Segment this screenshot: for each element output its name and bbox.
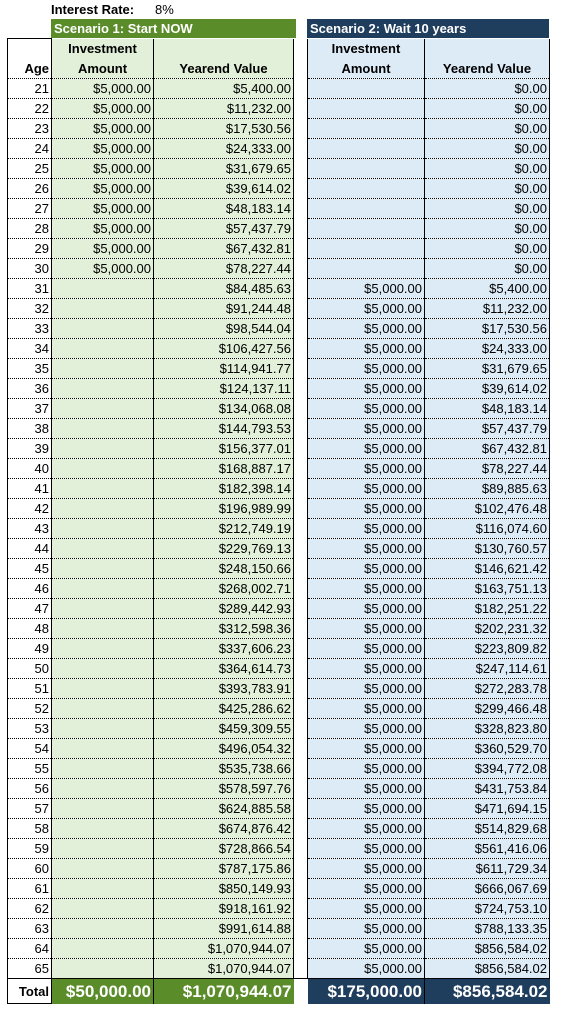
age-cell: 28 xyxy=(8,219,52,239)
age-cell: 21 xyxy=(8,79,52,99)
age-cell: 39 xyxy=(8,439,52,459)
s1-yearend-cell[interactable]: $578,597.76 xyxy=(154,779,294,799)
s2-yearend-cell[interactable]: $78,227.44 xyxy=(425,459,550,479)
total-label: Total xyxy=(8,979,52,1004)
age-cell: 36 xyxy=(8,379,52,399)
s2-investment-cell[interactable]: $5,000.00 xyxy=(308,819,425,839)
s2-yearend-cell[interactable]: $31,679.65 xyxy=(425,359,550,379)
s1-yearend-cell[interactable]: $106,427.56 xyxy=(154,339,294,359)
age-cell: 65 xyxy=(8,959,52,979)
s2-investment-cell[interactable] xyxy=(308,239,425,259)
s1-yearend-cell[interactable]: $114,941.77 xyxy=(154,359,294,379)
s1-investment-cell[interactable] xyxy=(52,399,154,419)
table-row xyxy=(8,199,550,219)
s1-investment-cell[interactable] xyxy=(52,499,154,519)
s2-yearend-cell[interactable]: $0.00 xyxy=(425,259,550,279)
s1-yearend-cell[interactable]: $212,749.19 xyxy=(154,519,294,539)
s2-investment-cell[interactable] xyxy=(308,199,425,219)
table-row xyxy=(8,699,550,719)
s1-yearend-cell[interactable]: $535,738.66 xyxy=(154,759,294,779)
table-row xyxy=(8,959,550,979)
s1-yearend-cell[interactable]: $98,544.04 xyxy=(154,319,294,339)
s1-yearend-cell[interactable]: $425,286.62 xyxy=(154,699,294,719)
table-row xyxy=(8,779,550,799)
s1-investment-cell[interactable] xyxy=(52,939,154,959)
s2-investment-cell[interactable]: $5,000.00 xyxy=(308,959,425,979)
s1-yearend-cell[interactable]: $39,614.02 xyxy=(154,179,294,199)
s2-investment-cell[interactable]: $5,000.00 xyxy=(308,319,425,339)
s2-yearend-cell[interactable]: $24,333.00 xyxy=(425,339,550,359)
s1-investment-cell[interactable] xyxy=(52,699,154,719)
age-cell: 29 xyxy=(8,239,52,259)
table-row xyxy=(8,859,550,879)
s1-yearend-cell[interactable]: $674,876.42 xyxy=(154,819,294,839)
s1-investment-cell[interactable] xyxy=(52,639,154,659)
age-cell: 38 xyxy=(8,419,52,439)
age-cell: 63 xyxy=(8,919,52,939)
s1-investment-cell[interactable] xyxy=(52,819,154,839)
s2-investment-cell[interactable]: $5,000.00 xyxy=(308,859,425,879)
s1-yearend-cell[interactable]: $393,783.91 xyxy=(154,679,294,699)
s1-investment-cell[interactable] xyxy=(52,419,154,439)
s2-investment-cell[interactable]: $5,000.00 xyxy=(308,759,425,779)
s1-investment-header: Investment xyxy=(52,39,154,59)
s2-investment-cell[interactable]: $5,000.00 xyxy=(308,399,425,419)
s2-yearend-cell[interactable]: $57,437.79 xyxy=(425,419,550,439)
age-cell: 50 xyxy=(8,659,52,679)
s2-yearend-cell[interactable]: $48,183.14 xyxy=(425,399,550,419)
age-cell: 26 xyxy=(8,179,52,199)
s1-investment-cell[interactable] xyxy=(52,559,154,579)
s2-yearend-header: Yearend Value xyxy=(425,59,550,79)
s1-investment-cell[interactable]: $5,000.00 xyxy=(52,159,154,179)
s2-yearend-cell[interactable]: $724,753.10 xyxy=(425,899,550,919)
header-row-1 xyxy=(8,39,550,59)
table-row xyxy=(8,559,550,579)
s1-investment-cell[interactable] xyxy=(52,519,154,539)
table-row xyxy=(8,539,550,559)
age-header-top xyxy=(8,39,52,59)
s1-investment-cell[interactable]: $5,000.00 xyxy=(52,139,154,159)
s2-investment-cell[interactable]: $5,000.00 xyxy=(308,839,425,859)
table-row xyxy=(8,919,550,939)
table-row xyxy=(8,79,550,99)
s1-yearend-cell[interactable]: $289,442.93 xyxy=(154,599,294,619)
s2-yearend-cell[interactable]: $514,829.68 xyxy=(425,819,550,839)
s1-yearend-cell[interactable]: $144,793.53 xyxy=(154,419,294,439)
s2-yearend-cell[interactable]: $471,694.15 xyxy=(425,799,550,819)
s1-yearend-cell[interactable]: $57,437.79 xyxy=(154,219,294,239)
s1-investment-cell[interactable] xyxy=(52,659,154,679)
s2-yearend-cell[interactable]: $328,823.80 xyxy=(425,719,550,739)
age-cell: 41 xyxy=(8,479,52,499)
s1-yearend-cell[interactable]: $459,309.55 xyxy=(154,719,294,739)
age-cell: 40 xyxy=(8,459,52,479)
s1-investment-cell[interactable] xyxy=(52,719,154,739)
s1-yearend-header: Yearend Value xyxy=(154,59,294,79)
s2-investment-header: Investment xyxy=(308,39,425,59)
s2-yearend-cell[interactable]: $666,067.69 xyxy=(425,879,550,899)
age-cell: 62 xyxy=(8,899,52,919)
s2-investment-cell[interactable]: $5,000.00 xyxy=(308,579,425,599)
s1-investment-cell[interactable]: $5,000.00 xyxy=(52,79,154,99)
s2-investment-cell[interactable]: $5,000.00 xyxy=(308,619,425,639)
table-row xyxy=(8,679,550,699)
age-cell: 35 xyxy=(8,359,52,379)
age-cell: 46 xyxy=(8,579,52,599)
s1-yearend-cell[interactable]: $17,530.56 xyxy=(154,119,294,139)
age-cell: 64 xyxy=(8,939,52,959)
s1-investment-cell[interactable] xyxy=(52,279,154,299)
age-cell: 59 xyxy=(8,839,52,859)
table-row xyxy=(8,379,550,399)
s2-investment-cell[interactable]: $5,000.00 xyxy=(308,359,425,379)
s2-investment-cell[interactable]: $5,000.00 xyxy=(308,699,425,719)
s2-yearend-cell[interactable]: $394,772.08 xyxy=(425,759,550,779)
s2-yearend-cell[interactable]: $223,809.82 xyxy=(425,639,550,659)
s1-yearend-cell[interactable]: $134,068.08 xyxy=(154,399,294,419)
s2-total-investment[interactable]: $175,000.00 xyxy=(308,979,425,1004)
s1-yearend-header-top xyxy=(154,39,294,59)
s2-yearend-cell[interactable]: $0.00 xyxy=(425,99,550,119)
s2-yearend-cell[interactable]: $299,466.48 xyxy=(425,699,550,719)
s1-amount-header: Amount xyxy=(52,59,154,79)
s2-yearend-cell[interactable]: $0.00 xyxy=(425,119,550,139)
s1-investment-cell[interactable] xyxy=(52,739,154,759)
s2-yearend-cell[interactable]: $788,133.35 xyxy=(425,919,550,939)
age-cell: 24 xyxy=(8,139,52,159)
s2-investment-cell[interactable]: $5,000.00 xyxy=(308,879,425,899)
table-row xyxy=(8,759,550,779)
s1-investment-cell[interactable]: $5,000.00 xyxy=(52,119,154,139)
s2-yearend-cell[interactable]: $0.00 xyxy=(425,79,550,99)
s1-yearend-cell[interactable]: $364,614.73 xyxy=(154,659,294,679)
interest-rate-label: Interest Rate: xyxy=(51,2,135,17)
s2-investment-cell[interactable]: $5,000.00 xyxy=(308,439,425,459)
s2-investment-cell[interactable]: $5,000.00 xyxy=(308,539,425,559)
table-row xyxy=(8,519,550,539)
s1-investment-cell[interactable] xyxy=(52,299,154,319)
s1-yearend-cell[interactable]: $248,150.66 xyxy=(154,559,294,579)
s1-yearend-cell[interactable]: $496,054.32 xyxy=(154,739,294,759)
table-row xyxy=(8,299,550,319)
table-row xyxy=(8,499,550,519)
s2-yearend-cell[interactable]: $0.00 xyxy=(425,219,550,239)
age-cell: 54 xyxy=(8,739,52,759)
s1-yearend-cell[interactable]: $991,614.88 xyxy=(154,919,294,939)
s1-investment-cell[interactable]: $5,000.00 xyxy=(52,219,154,239)
age-cell: 30 xyxy=(8,259,52,279)
table-row xyxy=(8,619,550,639)
s1-yearend-cell[interactable]: $624,885.58 xyxy=(154,799,294,819)
s1-investment-cell[interactable]: $5,000.00 xyxy=(52,259,154,279)
s1-investment-cell[interactable]: $5,000.00 xyxy=(52,199,154,219)
age-cell: 44 xyxy=(8,539,52,559)
s2-yearend-cell[interactable]: $431,753.84 xyxy=(425,779,550,799)
table-row xyxy=(8,579,550,599)
s2-investment-cell[interactable]: $5,000.00 xyxy=(308,559,425,579)
s1-yearend-cell[interactable]: $156,377.01 xyxy=(154,439,294,459)
s1-yearend-cell[interactable]: $5,400.00 xyxy=(154,79,294,99)
s2-yearend-cell[interactable]: $39,614.02 xyxy=(425,379,550,399)
s2-investment-cell[interactable]: $5,000.00 xyxy=(308,739,425,759)
scenario1-title: Scenario 1: Start NOW xyxy=(51,19,296,38)
s2-investment-cell[interactable]: $5,000.00 xyxy=(308,599,425,619)
s1-total-value[interactable]: $1,070,944.07 xyxy=(154,979,294,1004)
scenario2-title: Scenario 2: Wait 10 years xyxy=(307,19,549,38)
s1-yearend-cell[interactable]: $312,598.36 xyxy=(154,619,294,639)
s2-investment-cell[interactable] xyxy=(308,119,425,139)
s1-yearend-cell[interactable]: $1,070,944.07 xyxy=(154,959,294,979)
age-cell: 33 xyxy=(8,319,52,339)
table-row xyxy=(8,819,550,839)
table-row xyxy=(8,719,550,739)
s1-yearend-cell[interactable]: $84,485.63 xyxy=(154,279,294,299)
s2-investment-cell[interactable]: $5,000.00 xyxy=(308,479,425,499)
s2-investment-cell[interactable] xyxy=(308,139,425,159)
s2-yearend-cell[interactable]: $102,476.48 xyxy=(425,499,550,519)
s1-yearend-cell[interactable]: $728,866.54 xyxy=(154,839,294,859)
s1-investment-cell[interactable]: $5,000.00 xyxy=(52,179,154,199)
s1-investment-cell[interactable] xyxy=(52,959,154,979)
s2-yearend-cell[interactable]: $856,584.02 xyxy=(425,959,550,979)
s2-yearend-cell[interactable]: $272,283.78 xyxy=(425,679,550,699)
investment-table xyxy=(7,38,550,1004)
s1-yearend-cell[interactable]: $168,887.17 xyxy=(154,459,294,479)
s1-investment-cell[interactable] xyxy=(52,879,154,899)
s2-yearend-cell[interactable]: $130,760.57 xyxy=(425,539,550,559)
s1-investment-cell[interactable] xyxy=(52,439,154,459)
s2-investment-cell[interactable]: $5,000.00 xyxy=(308,779,425,799)
s1-investment-cell[interactable] xyxy=(52,679,154,699)
table-row xyxy=(8,259,550,279)
table-row xyxy=(8,279,550,299)
s2-yearend-cell[interactable]: $611,729.34 xyxy=(425,859,550,879)
age-cell: 61 xyxy=(8,879,52,899)
table-row xyxy=(8,639,550,659)
s1-investment-cell[interactable] xyxy=(52,579,154,599)
s1-yearend-cell[interactable]: $67,432.81 xyxy=(154,239,294,259)
table-row xyxy=(8,939,550,959)
s2-investment-cell[interactable]: $5,000.00 xyxy=(308,279,425,299)
s2-investment-cell[interactable]: $5,000.00 xyxy=(308,799,425,819)
s2-yearend-cell[interactable]: $856,584.02 xyxy=(425,939,550,959)
s2-yearend-cell[interactable]: $0.00 xyxy=(425,199,550,219)
s2-investment-cell[interactable]: $5,000.00 xyxy=(308,659,425,679)
totals-row xyxy=(8,979,550,1004)
s1-yearend-cell[interactable]: $337,606.23 xyxy=(154,639,294,659)
s2-investment-cell[interactable]: $5,000.00 xyxy=(308,519,425,539)
s1-yearend-cell[interactable]: $31,679.65 xyxy=(154,159,294,179)
s2-yearend-cell[interactable]: $0.00 xyxy=(425,239,550,259)
s1-investment-cell[interactable]: $5,000.00 xyxy=(52,99,154,119)
s1-yearend-cell[interactable]: $124,137.11 xyxy=(154,379,294,399)
age-cell: 27 xyxy=(8,199,52,219)
s1-yearend-cell[interactable]: $91,244.48 xyxy=(154,299,294,319)
s1-investment-cell[interactable] xyxy=(52,479,154,499)
age-cell: 31 xyxy=(8,279,52,299)
table-row xyxy=(8,419,550,439)
s2-investment-cell[interactable]: $5,000.00 xyxy=(308,499,425,519)
s1-investment-cell[interactable] xyxy=(52,779,154,799)
s1-yearend-cell[interactable]: $787,175.86 xyxy=(154,859,294,879)
s1-investment-cell[interactable]: $5,000.00 xyxy=(52,239,154,259)
table-row xyxy=(8,359,550,379)
s1-yearend-cell[interactable]: $850,149.93 xyxy=(154,879,294,899)
s2-investment-cell[interactable]: $5,000.00 xyxy=(308,299,425,319)
s2-yearend-cell[interactable]: $0.00 xyxy=(425,179,550,199)
s1-yearend-cell[interactable]: $48,183.14 xyxy=(154,199,294,219)
s1-investment-cell[interactable] xyxy=(52,619,154,639)
table-row xyxy=(8,399,550,419)
s1-yearend-cell[interactable]: $78,227.44 xyxy=(154,259,294,279)
s2-yearend-cell[interactable]: $5,400.00 xyxy=(425,279,550,299)
table-row xyxy=(8,219,550,239)
age-cell: 49 xyxy=(8,639,52,659)
age-cell: 55 xyxy=(8,759,52,779)
s2-yearend-cell[interactable]: $89,885.63 xyxy=(425,479,550,499)
table-row xyxy=(8,799,550,819)
age-cell: 37 xyxy=(8,399,52,419)
s2-investment-cell[interactable]: $5,000.00 xyxy=(308,419,425,439)
s2-investment-cell[interactable]: $5,000.00 xyxy=(308,679,425,699)
s1-yearend-cell[interactable]: $229,769.13 xyxy=(154,539,294,559)
age-cell: 22 xyxy=(8,99,52,119)
table-row xyxy=(8,239,550,259)
s1-investment-cell[interactable] xyxy=(52,599,154,619)
table-row xyxy=(8,99,550,119)
s1-investment-cell[interactable] xyxy=(52,799,154,819)
s1-yearend-cell[interactable]: $11,232.00 xyxy=(154,99,294,119)
s2-yearend-cell[interactable]: $202,231.32 xyxy=(425,619,550,639)
s1-yearend-cell[interactable]: $1,070,944.07 xyxy=(154,939,294,959)
s1-investment-cell[interactable] xyxy=(52,919,154,939)
age-cell: 48 xyxy=(8,619,52,639)
s2-yearend-cell[interactable]: $17,530.56 xyxy=(425,319,550,339)
table-row xyxy=(8,139,550,159)
s1-yearend-cell[interactable]: $918,161.92 xyxy=(154,899,294,919)
age-cell: 34 xyxy=(8,339,52,359)
s2-yearend-cell[interactable]: $360,529.70 xyxy=(425,739,550,759)
s2-investment-cell[interactable]: $5,000.00 xyxy=(308,939,425,959)
s2-investment-cell[interactable] xyxy=(308,159,425,179)
s1-investment-cell[interactable] xyxy=(52,359,154,379)
age-cell: 53 xyxy=(8,719,52,739)
age-cell: 42 xyxy=(8,499,52,519)
age-cell: 32 xyxy=(8,299,52,319)
s2-investment-cell[interactable]: $5,000.00 xyxy=(308,379,425,399)
s2-investment-cell[interactable] xyxy=(308,79,425,99)
s1-investment-cell[interactable] xyxy=(52,899,154,919)
s2-yearend-cell[interactable]: $561,416.06 xyxy=(425,839,550,859)
s2-investment-cell[interactable] xyxy=(308,179,425,199)
s2-investment-cell[interactable]: $5,000.00 xyxy=(308,919,425,939)
table-row xyxy=(8,479,550,499)
age-cell: 23 xyxy=(8,119,52,139)
table-row xyxy=(8,159,550,179)
s2-investment-cell[interactable] xyxy=(308,99,425,119)
s2-yearend-cell[interactable]: $146,621.42 xyxy=(425,559,550,579)
table-row xyxy=(8,899,550,919)
table-row xyxy=(8,839,550,859)
age-cell: 56 xyxy=(8,779,52,799)
age-cell: 60 xyxy=(8,859,52,879)
s1-yearend-cell[interactable]: $196,989.99 xyxy=(154,499,294,519)
table-row xyxy=(8,739,550,759)
table-row xyxy=(8,439,550,459)
age-cell: 25 xyxy=(8,159,52,179)
s1-investment-cell[interactable] xyxy=(52,839,154,859)
s1-investment-cell[interactable] xyxy=(52,339,154,359)
table-row xyxy=(8,319,550,339)
s1-investment-cell[interactable] xyxy=(52,859,154,879)
s2-yearend-cell[interactable]: $11,232.00 xyxy=(425,299,550,319)
s2-total-value[interactable]: $856,584.02 xyxy=(425,979,550,1004)
s2-yearend-header-top xyxy=(425,39,550,59)
s1-investment-cell[interactable] xyxy=(52,379,154,399)
s2-yearend-cell[interactable]: $67,432.81 xyxy=(425,439,550,459)
s2-yearend-cell[interactable]: $247,114.61 xyxy=(425,659,550,679)
s1-yearend-cell[interactable]: $24,333.00 xyxy=(154,139,294,159)
s2-yearend-cell[interactable]: $0.00 xyxy=(425,159,550,179)
s1-investment-cell[interactable] xyxy=(52,319,154,339)
age-cell: 52 xyxy=(8,699,52,719)
s2-investment-cell[interactable]: $5,000.00 xyxy=(308,639,425,659)
s1-investment-cell[interactable] xyxy=(52,539,154,559)
age-cell: 51 xyxy=(8,679,52,699)
s2-investment-cell[interactable]: $5,000.00 xyxy=(308,899,425,919)
s2-investment-cell[interactable]: $5,000.00 xyxy=(308,459,425,479)
s2-yearend-cell[interactable]: $116,074.60 xyxy=(425,519,550,539)
s1-total-investment[interactable]: $50,000.00 xyxy=(52,979,154,1004)
s1-investment-cell[interactable] xyxy=(52,459,154,479)
s2-investment-cell[interactable]: $5,000.00 xyxy=(308,339,425,359)
table-row xyxy=(8,339,550,359)
table-row xyxy=(8,459,550,479)
table-row xyxy=(8,659,550,679)
table-row xyxy=(8,179,550,199)
age-cell: 58 xyxy=(8,819,52,839)
header-row-2 xyxy=(8,59,550,79)
s2-yearend-cell[interactable]: $182,251.22 xyxy=(425,599,550,619)
interest-rate-value[interactable]: 8% xyxy=(155,2,174,17)
s1-yearend-cell[interactable]: $268,002.71 xyxy=(154,579,294,599)
age-cell: 45 xyxy=(8,559,52,579)
s2-amount-header: Amount xyxy=(308,59,425,79)
age-header: Age xyxy=(8,59,52,79)
s1-investment-cell[interactable] xyxy=(52,759,154,779)
s2-investment-cell[interactable] xyxy=(308,219,425,239)
table-row xyxy=(8,879,550,899)
age-cell: 57 xyxy=(8,799,52,819)
s1-yearend-cell[interactable]: $182,398.14 xyxy=(154,479,294,499)
s2-yearend-cell[interactable]: $163,751.13 xyxy=(425,579,550,599)
age-cell: 43 xyxy=(8,519,52,539)
s2-investment-cell[interactable] xyxy=(308,259,425,279)
s2-investment-cell[interactable]: $5,000.00 xyxy=(308,719,425,739)
table-row xyxy=(8,599,550,619)
age-cell: 47 xyxy=(8,599,52,619)
table-row xyxy=(8,119,550,139)
s2-yearend-cell[interactable]: $0.00 xyxy=(425,139,550,159)
